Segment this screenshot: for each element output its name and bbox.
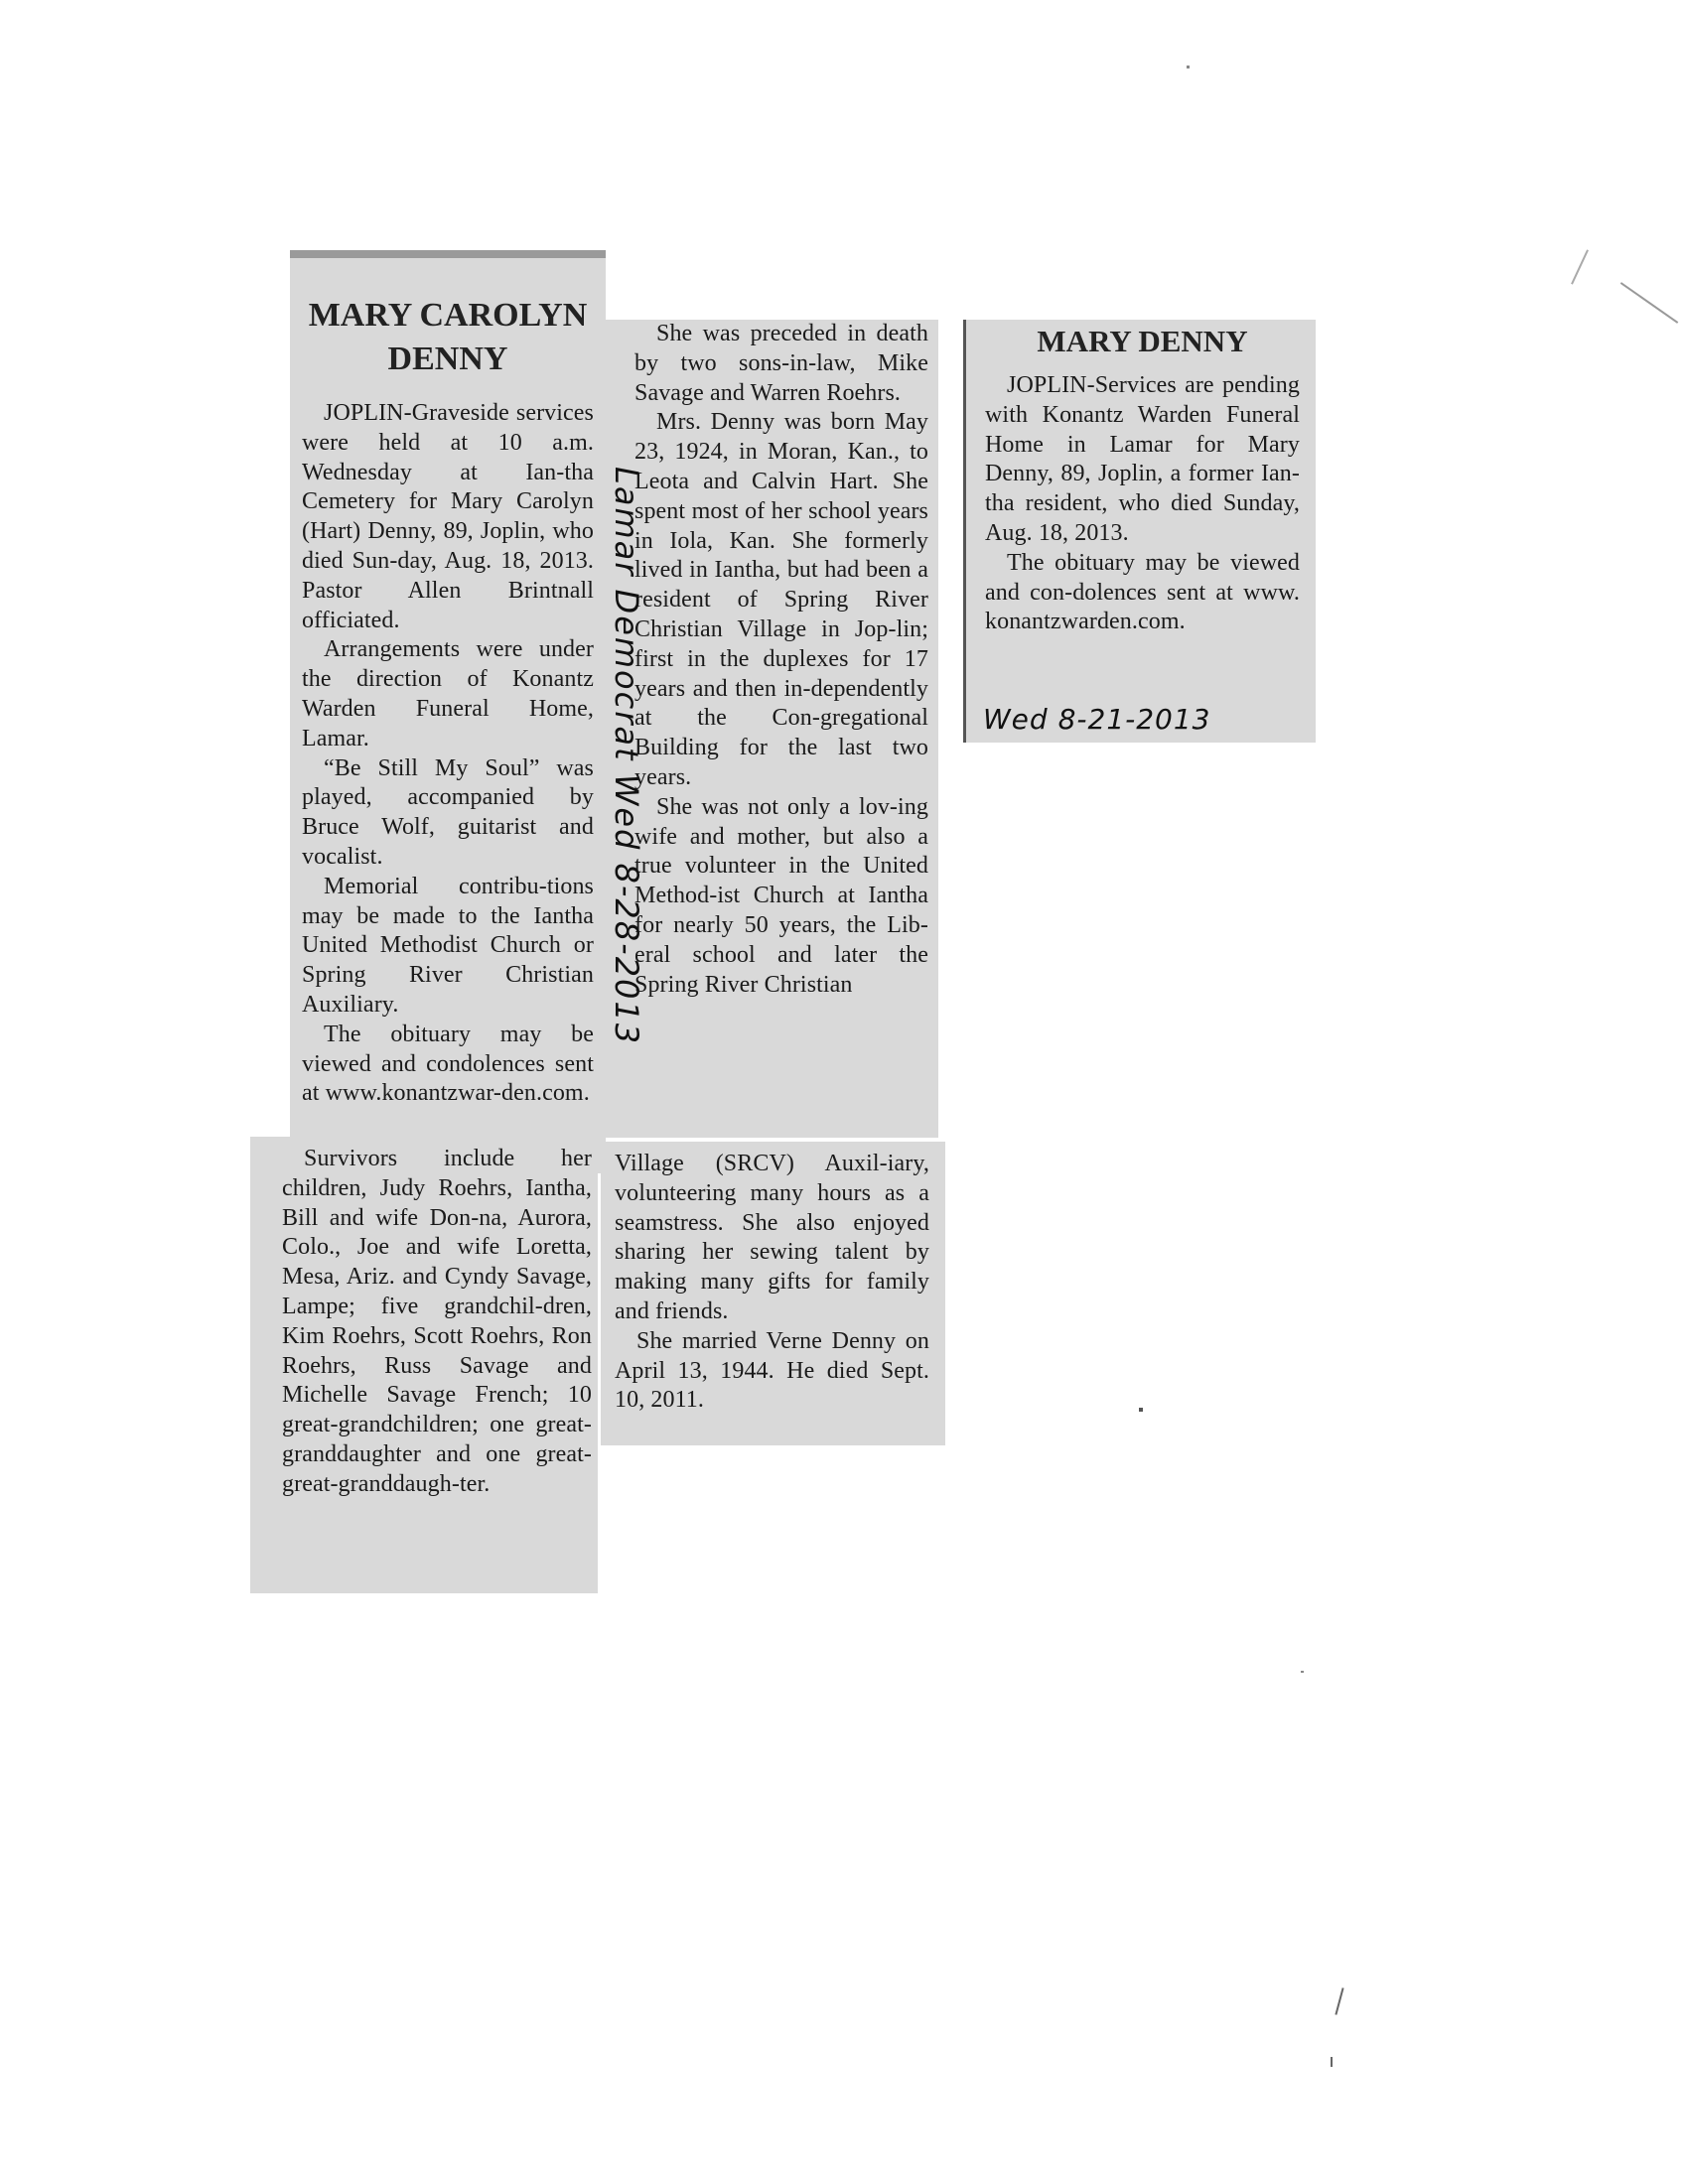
headline-line-1: MARY CAROLYN <box>308 297 588 334</box>
scan-speck <box>1187 66 1190 68</box>
scan-speck <box>1335 1987 1343 2015</box>
paragraph-volunteer: She was not only a lov-ing wife and mother, but also a true volunteer in the United Method-ist Church at Iantha for nearly 50 years, the Lib-eral school and later the Spring River Christian <box>634 793 928 998</box>
scan-speck <box>1571 249 1589 284</box>
headline-line-2: DENNY <box>387 341 508 377</box>
obituary-clipping-main-continued <box>250 1137 598 1593</box>
obituary-clipping-middle <box>603 320 938 1138</box>
handwritten-date-note: Wed 8-21-2013 <box>983 703 1211 736</box>
scan-speck <box>1331 2057 1333 2067</box>
paragraph-music: “Be Still My Soul” was played, accompanied by Bruce Wolf, guitarist and vocalist. <box>302 754 594 870</box>
paragraph-marriage: She married Verne Denny on April 13, 1944. He died Sept. 10, 2011. <box>615 1327 929 1414</box>
obituary-clipping-middle-continued <box>601 1142 945 1445</box>
obituary-notice-clipping <box>963 320 1316 743</box>
paragraph-arrangements: Arrangements were under the direction of Konantz Warden Funeral Home, Lamar. <box>302 636 594 751</box>
paragraph-services: JOPLIN-Graveside services were held at 10 a.m. Wednesday at Ian-tha Cemetery for Mary Carolyn (Hart) Denny, 89, Joplin, who died Sun-day, Aug. 18, 2013. Pastor Allen Brintnall officiated. <box>302 400 594 633</box>
notice-paragraph-online: The obituary may be viewed and con-dolences sent at www. konantzwarden.com. <box>985 549 1300 635</box>
notice-headline: MARY DENNY <box>1037 324 1248 358</box>
scan-speck <box>1139 1408 1143 1412</box>
clipping-edge-rule <box>963 320 966 743</box>
paragraph-online-obituary: The obituary may be viewed and condolences sent at www.konantzwar-den.com. <box>302 1021 594 1107</box>
paragraph-memorials: Memorial contribu-tions may be made to the Iantha United Methodist Church or Spring River Christian Auxiliary. <box>302 873 594 1018</box>
paragraph-volunteer-continued: Village (SRCV) Auxil-iary, volunteering many hours as a seamstress. She also enjoyed sharing her sewing talent by making many gifts for family and friends. <box>615 1151 929 1324</box>
obituary-headline <box>302 294 594 381</box>
paragraph-survivors: Survivors include her children, Judy Roehrs, Iantha, Bill and wife Don-na, Aurora, Colo., Joe and wife Loretta, Mesa, Ariz. and Cyndy Savage, Lampe; five grandchil-dren, Kim Roehrs, Scott Roehrs, Ron Roehrs, Russ Savage and Michelle Savage French; 10 great-grandchildren; one great-granddaughter and one great-great-granddaugh-ter. <box>282 1146 592 1497</box>
paragraph-preceded: She was preceded in death by two sons-in-law, Mike Savage and Warren Roehrs. <box>634 321 928 406</box>
notice-paragraph-services: JOPLIN-Services are pending with Konantz Warden Funeral Home in Lamar for Mary Denny, 89, Joplin, a former Ian-tha resident, who died Sunday, Aug. 18, 2013. <box>985 372 1300 546</box>
scan-speck <box>1301 1671 1304 1673</box>
scan-speck <box>1620 282 1678 324</box>
obituary-clipping-main <box>290 250 606 1173</box>
handwritten-source-note: Lamar Democrat Wed 8-28-2013 <box>608 467 645 1046</box>
paragraph-biography: Mrs. Denny was born May 23, 1924, in Moran, Kan., to Leota and Calvin Hart. She spent most of her school years in Iola, Kan. She formerly lived in Iantha, but had been a resident of Spring River Christian Village in Jop-lin; first in the duplexes for 17 years and then in-dependently at the Con-gregational Building for the last two years. <box>634 409 928 790</box>
